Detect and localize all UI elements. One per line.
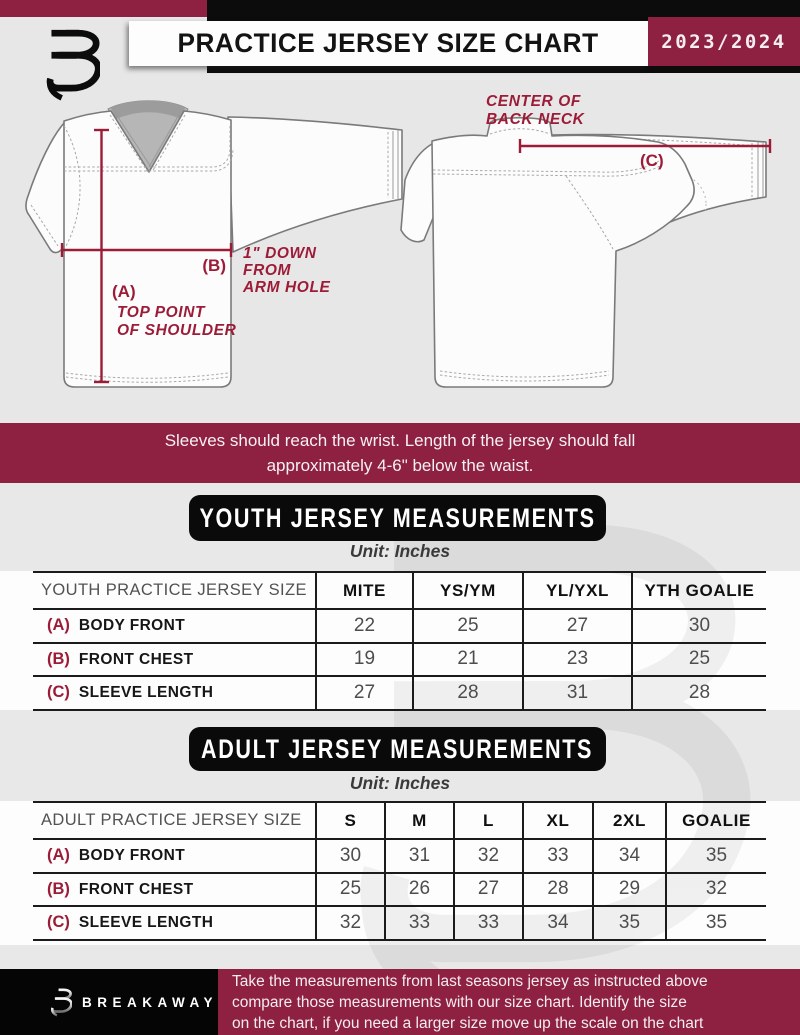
measurement-name: BODY FRONT (78, 617, 186, 635)
measurement-key: (C) (47, 683, 70, 702)
measurement-name: SLEEVE LENGTH (78, 914, 214, 932)
footer-note-line-3: on the chart, if you need a larger size move up the scale on the chart (232, 1014, 704, 1032)
measurement-value-cell: 33 (523, 839, 593, 873)
measurement-label-cell (33, 839, 316, 873)
header-maroon-strip (0, 0, 207, 17)
measurement-value-cell: 35 (666, 906, 766, 940)
youth-size-table (33, 571, 766, 711)
youth-unit-label: Unit: Inches (349, 541, 451, 561)
measurement-value-cell: 34 (593, 839, 666, 873)
table-label-header: ADULT PRACTICE JERSEY SIZE (33, 802, 316, 839)
adult-heading-label: ADULT JERSEY MEASUREMENTS (201, 733, 594, 764)
measurement-label-cell (33, 609, 316, 643)
measurement-value-cell: 30 (632, 609, 766, 643)
table-row (33, 873, 766, 907)
measurement-value-cell: 30 (316, 839, 385, 873)
title-box (129, 21, 648, 66)
season-box (648, 17, 800, 66)
table-row (33, 906, 766, 940)
footer-instructions (218, 969, 800, 1035)
size-column-header: L (454, 802, 523, 839)
measurement-value-cell: 27 (523, 609, 632, 643)
measurement-key: (B) (47, 879, 70, 898)
table-header-row (33, 802, 766, 839)
measurement-value-cell: 28 (523, 873, 593, 907)
measurement-value-cell: 21 (413, 643, 523, 677)
label-b-note-3: ARM HOLE (243, 279, 331, 296)
measurement-value-cell: 22 (316, 609, 413, 643)
measurement-value-cell: 32 (454, 839, 523, 873)
table-row (33, 676, 766, 710)
measurement-value-cell: 23 (523, 643, 632, 677)
label-b-note-1: 1" DOWN (243, 245, 317, 262)
measurement-key: (A) (47, 846, 70, 865)
brand-name: BREAKAWAY (81, 994, 218, 1010)
adult-unit-label: Unit: Inches (349, 773, 451, 793)
measurement-value-cell: 27 (454, 873, 523, 907)
back-jersey-drawing (401, 93, 770, 387)
footer (0, 969, 800, 1035)
size-column-header: XL (523, 802, 593, 839)
adult-size-table (33, 801, 766, 941)
table-header-row (33, 572, 766, 609)
size-column-header: M (385, 802, 454, 839)
size-column-header: YS/YM (413, 572, 523, 609)
label-b: (B) (202, 256, 226, 275)
measurement-value-cell: 25 (413, 609, 523, 643)
measurement-value-cell: 34 (523, 906, 593, 940)
label-a-note-2: OF SHOULDER (117, 322, 237, 339)
fit-note-banner (0, 423, 800, 483)
measurement-key: (B) (47, 649, 70, 668)
table-row (33, 643, 766, 677)
measurement-label-cell (33, 873, 316, 907)
label-a-note-1: TOP POINT (117, 304, 206, 321)
measurement-value-cell: 19 (316, 643, 413, 677)
measurement-value-cell: 32 (316, 906, 385, 940)
size-column-header: MITE (316, 572, 413, 609)
measurement-label-cell (33, 906, 316, 940)
measurement-value-cell: 28 (413, 676, 523, 710)
tables-section (0, 483, 800, 969)
measurement-name: SLEEVE LENGTH (78, 684, 214, 702)
measurement-value-cell: 32 (666, 873, 766, 907)
breakaway-b-logo-icon (50, 979, 72, 1025)
measurement-name: FRONT CHEST (78, 880, 194, 898)
measurement-value-cell: 33 (454, 906, 523, 940)
youth-section-heading (189, 495, 606, 541)
table-label-header: YOUTH PRACTICE JERSEY SIZE (33, 572, 316, 609)
measurement-value-cell: 26 (385, 873, 454, 907)
measurement-label-cell (33, 676, 316, 710)
measurement-name: FRONT CHEST (78, 650, 194, 668)
measurement-value-cell: 35 (666, 839, 766, 873)
measurement-value-cell: 27 (316, 676, 413, 710)
footer-note-line-2: compare those measurements with our size chart. Identify the size (232, 993, 687, 1011)
label-c: (C) (640, 151, 664, 170)
size-column-header: YTH GOALIE (632, 572, 766, 609)
fit-note-line-1: Sleeves should reach the wrist. Length of the jersey should fall (164, 431, 636, 450)
footer-note-line-1: Take the measurements from last seasons jersey as instructed above (232, 972, 708, 990)
measurement-value-cell: 35 (593, 906, 666, 940)
youth-heading-label: YOUTH JERSEY MEASUREMENTS (199, 502, 596, 533)
back-neck-note-1: CENTER OF (486, 93, 581, 110)
table-row (33, 839, 766, 873)
measurement-key: (C) (47, 913, 70, 932)
measurement-value-cell: 25 (316, 873, 385, 907)
measurement-value-cell: 29 (593, 873, 666, 907)
size-column-header: 2XL (593, 802, 666, 839)
size-column-header: GOALIE (666, 802, 766, 839)
measurement-value-cell: 31 (385, 839, 454, 873)
measurement-value-cell: 28 (632, 676, 766, 710)
measurement-label-cell (33, 643, 316, 677)
footer-brand-block (0, 969, 218, 1035)
size-column-header: S (316, 802, 385, 839)
size-column-header: YL/YXL (523, 572, 632, 609)
label-a: (A) (112, 282, 136, 301)
measurement-key: (A) (47, 616, 70, 635)
measurement-name: BODY FRONT (78, 847, 186, 865)
back-neck-note-2: BACK NECK (486, 111, 585, 128)
season-label: 2023/2024 (661, 30, 787, 53)
measurement-value-cell: 31 (523, 676, 632, 710)
label-b-note-2: FROM (243, 262, 292, 279)
page-title: PRACTICE JERSEY SIZE CHART (177, 28, 600, 58)
jersey-measurement-diagram (0, 73, 800, 423)
measurement-value-cell: 33 (385, 906, 454, 940)
fit-note-line-2: approximately 4-6" below the waist. (266, 456, 534, 475)
table-row (33, 609, 766, 643)
measurement-value-cell: 25 (632, 643, 766, 677)
front-jersey-drawing (26, 101, 402, 388)
adult-section-heading (189, 727, 606, 771)
